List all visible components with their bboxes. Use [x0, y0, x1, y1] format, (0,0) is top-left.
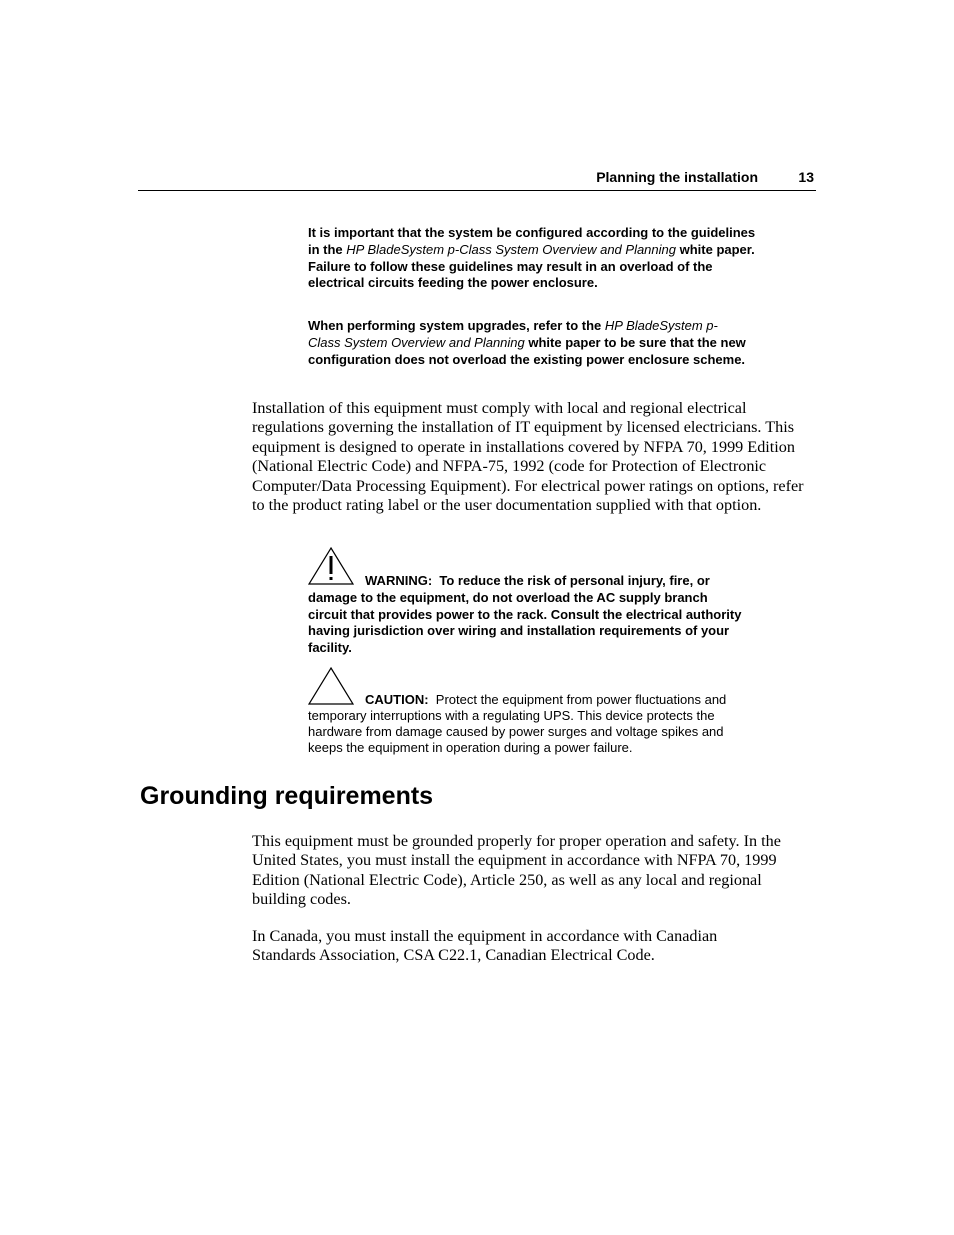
note1-text-end: white paper. Failure to follow these guidelines may result in an overload of the electrical circuits feeding the power enclosure.	[308, 241, 755, 291]
caution-block	[308, 692, 758, 756]
grounding-paragraph-us: This equipment must be grounded properly for proper operation and safety. In the United States, you must install the equipment in accordance with NFPA 70, 1999 Edition (National Electric Code), Article 250, as well as any local and regional building codes.	[252, 832, 781, 909]
note2-text-start: When performing system upgrades, refer to the	[308, 318, 605, 333]
caution-label: CAUTION:	[365, 692, 429, 707]
warning-block	[308, 573, 748, 657]
note-upgrades	[308, 318, 748, 368]
note1-doc-title: HP BladeSystem p-Class System Overview and Planning	[346, 241, 676, 257]
warning-text: To reduce the risk of personal injury, fire, or damage to the equipment, do not overload the AC supply branch circuit that provides power to the rack. Consult the electrical authority having jurisdiction over wiring and installation requirements of your facility.	[308, 573, 742, 656]
note2-doc-title: HP BladeSystem p-Class System Overview and Planning	[308, 318, 718, 350]
caution-text: Protect the equipment from power fluctuations and temporary interruptions with a regulating UPS. This device protects the hardware from damage caused by power surges and voltage spikes and keeps the equipment in operation during a power failure.	[308, 692, 727, 755]
note1-text-start: It is important that the system be configured according to the guidelines in the	[308, 225, 756, 257]
header-section-title: Planning the installation	[596, 169, 758, 185]
note-configuration	[308, 225, 758, 292]
installation-paragraph: Installation of this equipment must comply with local and regional electrical regulations governing the installation of IT equipment by licensed electricians. This equipment is designed to operate in installations covered by NFPA 70, 1999 Edition (National Electric Code) and NFPA-75, 1992 (code for Protection of Electronic Computer/Data Processing Equipment). For electrical power ratings on options, refer to the product rating label or the user documentation supplied with that option.	[252, 399, 804, 515]
note2-text-end: white paper to be sure that the new configuration does not overload the existing power enclosure scheme.	[308, 334, 746, 367]
grounding-paragraph-canada: In Canada, you must install the equipment in accordance with Canadian Standards Association, CSA C22.1, Canadian Electrical Code.	[252, 927, 718, 965]
section-heading: Grounding requirements	[140, 782, 434, 810]
header-page-number: 13	[798, 169, 814, 185]
warning-label: WARNING:	[365, 573, 433, 588]
running-header	[138, 168, 816, 191]
